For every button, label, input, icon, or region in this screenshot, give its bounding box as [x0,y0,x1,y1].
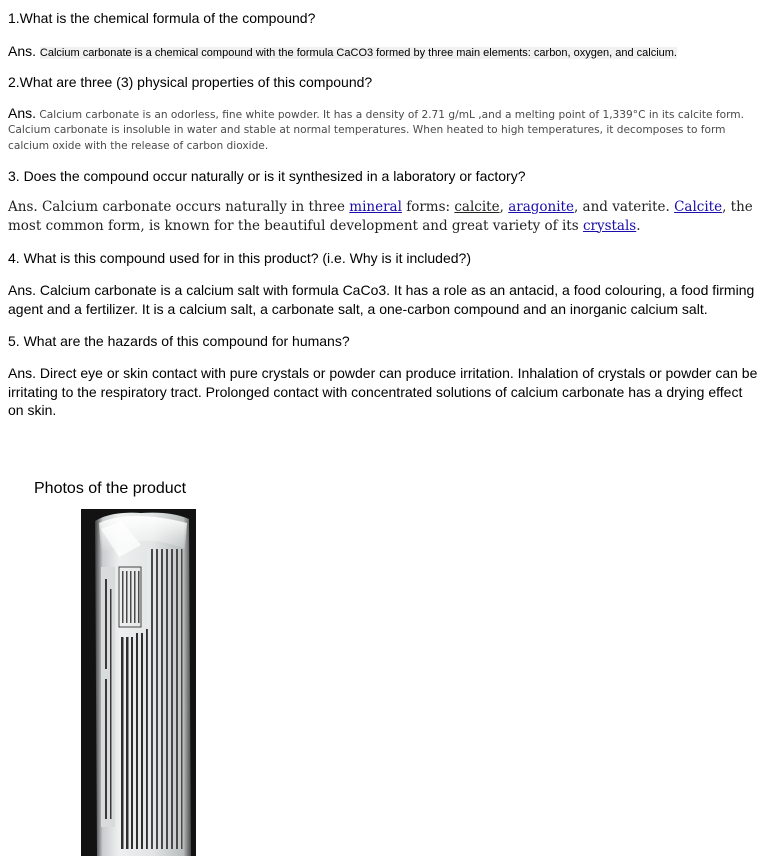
crystals-link[interactable]: crystals [582,217,637,234]
calcite-link[interactable]: Calcite [674,199,723,215]
question-5: 5. What are the hazards of this compound for humans? [8,333,350,349]
answer-1-text: Calcium carbonate is a chemical compound with the formula CaCO3 formed by three main elements: carbon, oxygen, and calcium. [39,47,677,59]
answer-1 [8,42,677,62]
product-package-image [81,509,196,856]
answer-3-text-5: , the most common form, is known for the beautiful development and great variety of its [8,199,753,234]
answer-3-text-6: . [636,217,641,234]
answer-prefix: Ans. [8,199,38,215]
answer-3 [8,198,760,235]
answer-5 [8,364,760,420]
answer-2-text: Calcium carbonate is an odorless, fine white powder. It has a density of 2.71 g/mL ,and a melting point of 1,339°C in its calcite form. Calcium carbonate is insoluble in water and stable at normal temperatures. When heated to high temperatures, it decomposes to form calcium oxide with the release of carbon dioxide. [8,109,744,152]
answer-prefix: Ans. [8,105,37,121]
product-photo [81,509,196,856]
answer-3-text-3: , [499,199,509,215]
question-3: 3. Does the compound occur naturally or is it synthesized in a laboratory or factory? [8,168,526,184]
answer-4-text: Calcium carbonate is a calcium salt with formula CaCo3. It has a role as an antacid, a food colouring, a food firming agent and a fertilizer. It is a calcium salt, a carbonate salt, a one-carbon compound and an inorganic calcium salt. [8,282,755,317]
answer-prefix: Ans. [8,43,37,59]
answer-4 [8,281,760,318]
answer-2 [8,106,760,154]
answer-prefix: Ans. [8,365,37,381]
question-4: 4. What is this compound used for in this product? (i.e. Why is it included?) [8,250,471,266]
question-1: 1.What is the chemical formula of the compound? [8,10,316,26]
answer-3-text-4: , and vaterite. [573,199,675,215]
calcite-underlined: calcite [454,199,500,215]
photos-heading: Photos of the product [34,480,187,497]
answer-prefix: Ans. [8,282,37,298]
answer-3-text-2: forms: [401,199,455,215]
answer-5-text: Direct eye or skin contact with pure crystals or powder can produce irritation. Inhalation of crystals or powder can be irritating to the respiratory tract. Prolonged contact with concentrated solutions of calcium carbonate has a drying effect on skin. [8,365,758,419]
aragonite-link[interactable]: aragonite [508,199,574,215]
answer-3-text-1: Calcium carbonate occurs naturally in three [41,199,350,215]
mineral-link[interactable]: mineral [349,199,402,215]
question-2: 2.What are three (3) physical properties of this compound? [8,74,373,90]
